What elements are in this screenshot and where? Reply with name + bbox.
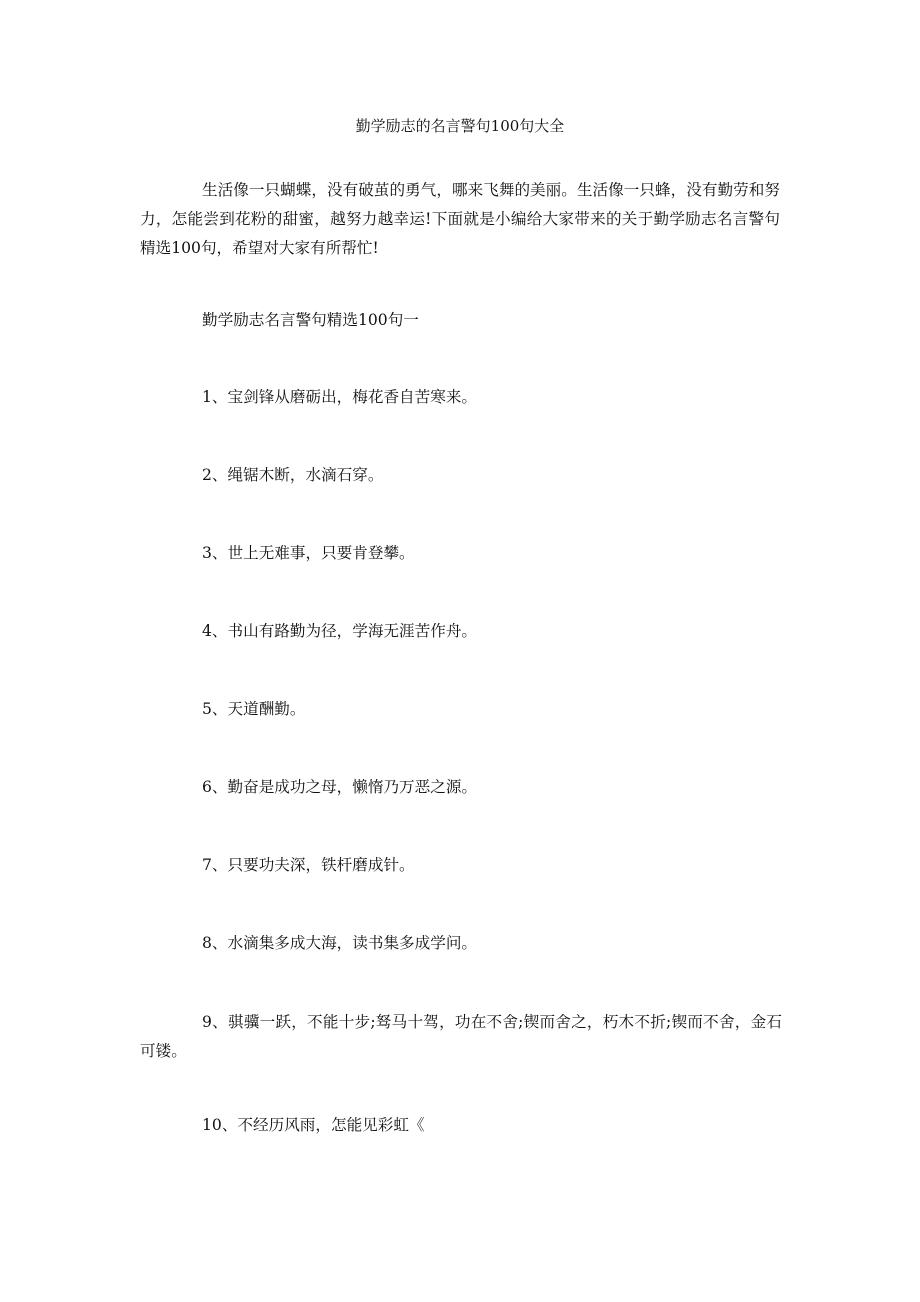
- quote-item: 6、勤奋是成功之母，懒惰乃万恶之源。: [202, 778, 478, 796]
- section-heading: 勤学励志名言警句精选100句一: [202, 311, 419, 329]
- quote-item: 9、骐骥一跃，不能十步;驽马十驾，功在不舍;锲而舍之，朽木不折;锲而不舍，金石可镂。: [140, 1013, 782, 1060]
- quote-item: 10、不经历风雨，怎能见彩虹《: [202, 1116, 425, 1134]
- quote-item: 7、只要功夫深，铁杆磨成针。: [202, 856, 415, 874]
- quote-item: 1、宝剑锋从磨砺出，梅花香自苦寒来。: [202, 388, 478, 406]
- quote-item: 8、水滴集多成大海，读书集多成学问。: [202, 934, 478, 952]
- quote-item: 4、书山有路勤为径，学海无涯苦作舟。: [202, 622, 478, 640]
- quote-item: 2、绳锯木断，水滴石穿。: [202, 466, 384, 484]
- quote-item: 5、天道酬勤。: [202, 700, 306, 718]
- quote-item: 3、世上无难事，只要肯登攀。: [202, 544, 415, 562]
- document-title: 勤学励志的名言警句100句大全: [355, 117, 565, 135]
- intro-paragraph: 生活像一只蝴蝶，没有破茧的勇气，哪来飞舞的美丽。生活像一只蜂，没有勤劳和努力，怎能尝到花粉的甜蜜，越努力越幸运!下面就是小编给大家带来的关于勤学励志名言警句精选100句，希望对大家有所帮忙!: [140, 181, 780, 257]
